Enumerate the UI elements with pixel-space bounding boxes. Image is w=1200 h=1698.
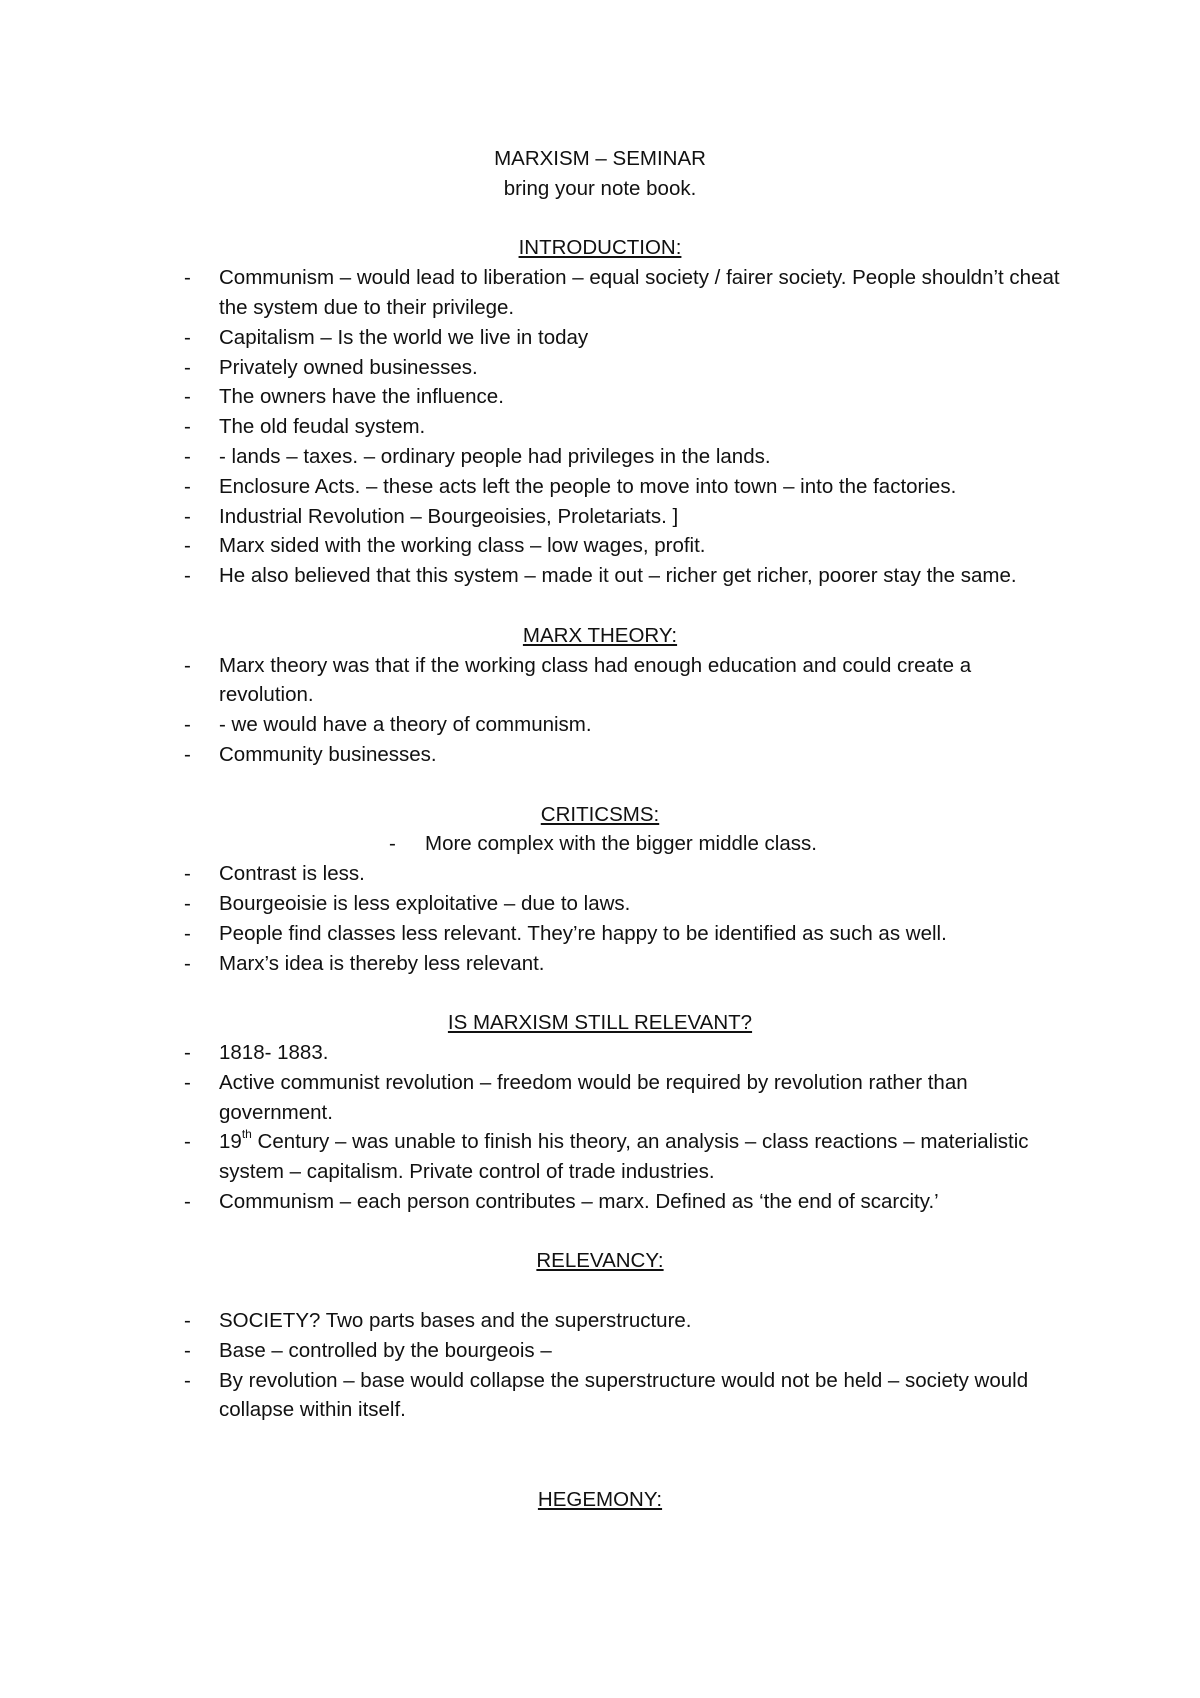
list-item: - Bourgeoisie is less exploitative – due to laws. [0,889,1200,919]
dash-bullet: - [184,951,191,975]
dash-bullet: - [184,444,191,468]
dash-bullet: - [184,1309,191,1333]
list-item: - Industrial Revolution – Bourgeoisies, Proletariats. ] [0,502,1200,532]
document-title: MARXISM – SEMINAR [494,147,706,170]
dash-bullet: - [184,474,191,498]
ordinal-suffix: th [241,1127,252,1142]
section-heading-criticisms: CRITICSMS: [540,802,660,826]
dash-bullet: - [184,564,191,588]
dash-bullet: - [184,891,191,915]
list-item: - Marx’s idea is thereby less relevant. [0,949,1200,979]
section-heading-still-relevant: IS MARXISM STILL RELEVANT? [447,1011,753,1035]
dash-bullet: - [184,1338,191,1362]
dash-bullet: - [184,653,191,677]
dash-bullet: - [184,1130,191,1154]
list-item: - Base – controlled by the bourgeois – [0,1336,1200,1366]
list-item: - - we would have a theory of communism. [0,710,1200,740]
list-item: - 19th Century – was unable to finish his theory, an analysis – class reactions – materialistic system – capitalism. Private control of trade industries. [184,1127,1029,1184]
section-heading-relevancy: RELEVANCY: [536,1249,664,1273]
list-item: - The old feudal system. [0,412,1200,442]
dash-bullet: - [184,266,191,290]
dash-bullet: - [389,832,396,856]
list-item: - The owners have the influence. [0,382,1200,412]
list-item: - More complex with the bigger middle class. [0,829,1200,859]
dash-bullet: - [184,921,191,945]
list-item: - Active communist revolution – freedom would be required by revolution rather than government. [0,1068,1200,1128]
dash-bullet: - [184,385,191,409]
dash-bullet: - [184,742,191,766]
list-item: - Privately owned businesses. [0,353,1200,383]
document-subtitle: bring your note book. [503,176,697,200]
list-item: - Capitalism – Is the world we live in today [0,323,1200,353]
dash-bullet: - [184,355,191,379]
list-item: - Marx sided with the working class – low wages, profit. [0,531,1200,561]
dash-bullet: - [184,504,191,528]
list-item: - He also believed that this system – made it out – richer get richer, poorer stay the same. [0,561,1200,591]
list-item: - By revolution – base would collapse the superstructure would not be held – society would collapse within itself. [0,1366,1200,1426]
list-item: - People find classes less relevant. They’re happy to be identified as such as well. [0,919,1200,949]
list-item: - Communism – each person contributes – marx. Defined as ‘the end of scarcity.’ [0,1187,1200,1217]
list-item: - SOCIETY? Two parts bases and the superstructure. [0,1306,1200,1336]
criticisms-indented-list [0,829,1200,859]
list-item: - Communism – would lead to liberation – equal society / fairer society. People shouldn’t cheat the system due to their privilege. [0,263,1200,323]
dash-bullet: - [184,1070,191,1094]
dash-bullet: - [184,862,191,886]
section-heading-marx-theory: MARX THEORY: [522,623,678,647]
section-heading-hegemony: HEGEMONY: [537,1487,663,1511]
dash-bullet: - [184,1368,191,1392]
dash-bullet: - [184,415,191,439]
list-item: - Marx theory was that if the working class had enough education and could create a revolution. [0,651,1200,711]
list-item: - - lands – taxes. – ordinary people had privileges in the lands. [0,442,1200,472]
list-item: - Enclosure Acts. – these acts left the people to move into town – into the factories. [0,472,1200,502]
list-item: - 1818- 1883. [0,1038,1200,1068]
dash-bullet: - [184,713,191,737]
dash-bullet: - [184,1189,191,1213]
dash-bullet: - [184,325,191,349]
still-relevant-list [0,1038,1200,1217]
relevancy-list [0,1306,1200,1425]
list-item: - Community businesses. [0,740,1200,770]
criticisms-list [0,859,1200,978]
dash-bullet: - [184,1040,191,1064]
section-heading-introduction: INTRODUCTION: [518,236,682,260]
introduction-list [0,263,1200,591]
dash-bullet: - [184,534,191,558]
list-item: - Contrast is less. [0,859,1200,889]
marx-theory-list [0,651,1200,770]
document-body [0,144,1200,1515]
